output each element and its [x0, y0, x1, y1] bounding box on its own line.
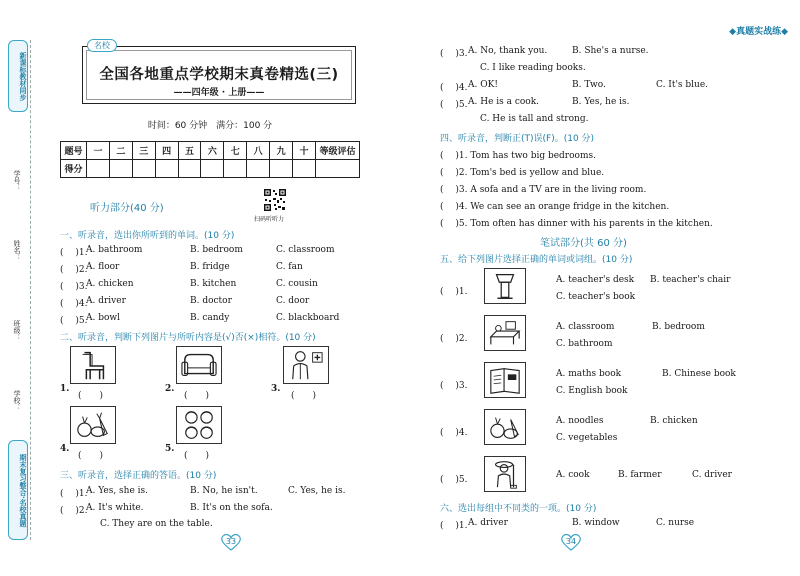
answer-blank[interactable]: ( )4. [440, 83, 468, 93]
option-b: B. Chinese book [662, 369, 736, 379]
option-a: A. cook [556, 470, 590, 480]
option-b: B. kitchen [190, 279, 237, 289]
answer-blank[interactable]: ( )2. [440, 334, 468, 344]
score-header-cell: 六 [201, 142, 224, 160]
answer-blank[interactable]: ( )5. [440, 475, 468, 485]
family-picture [176, 406, 222, 444]
side-label-student-id: 学号： [13, 170, 21, 191]
answer-blank[interactable]: ( )3. [440, 381, 468, 391]
score-header-cell: 十 [293, 142, 316, 160]
score-header-cell: 一 [87, 142, 110, 160]
option-b: B. She's a nurse. [572, 46, 649, 56]
vegetables-picture [484, 409, 526, 445]
option-a: A. floor [86, 262, 120, 272]
option-b: B. window [572, 518, 620, 528]
sofa-picture [176, 346, 222, 384]
side-label-school: 学校： [13, 390, 21, 411]
tf-statement[interactable]: ( )3. A sofa and a TV are in the living room. [440, 185, 647, 195]
tf-statement[interactable]: ( )4. We can see an orange fridge in the kitchen. [440, 202, 670, 212]
score-cell[interactable] [293, 160, 316, 178]
answer-blank[interactable]: ( )5. [60, 316, 88, 326]
page-subtitle: ——四年级 · 上册—— [173, 88, 265, 98]
option-b: B. Yes, he is. [572, 97, 630, 107]
option-c: C. bathroom [556, 339, 613, 349]
option-c: C. I like reading books. [480, 63, 586, 73]
section-4-title: 四、听录音，判断正(T)误(F)。(10 分) [440, 134, 595, 144]
answer-blank[interactable]: ( )5. [440, 100, 468, 110]
vegetables-picture [70, 406, 116, 444]
title-tag: 名校 [87, 39, 117, 52]
answer-blank[interactable]: ( ) [291, 391, 317, 401]
side-box-bottom: 期末复习整合·名校真题 [8, 440, 28, 540]
tf-statement[interactable]: ( )5. Tom often has dinner with his parents in the kitchen. [440, 219, 713, 229]
doctor-picture [283, 346, 329, 384]
bedroom-picture [484, 315, 526, 351]
option-a: A. bowl [86, 313, 120, 323]
score-table-header [61, 142, 360, 160]
option-c: C. They are on the table. [100, 519, 213, 529]
option-a: A. He is a cook. [468, 97, 540, 107]
option-a: A. maths book [556, 369, 622, 379]
picture-number: 4. [60, 444, 70, 454]
score-header-cell: 四 [155, 142, 178, 160]
score-header-cell: 八 [247, 142, 270, 160]
answer-blank[interactable]: ( )1. [440, 287, 468, 297]
qr-caption: 扫码听听力 [254, 216, 285, 223]
option-c: C. He is tall and strong. [480, 114, 589, 124]
score-cell[interactable] [201, 160, 224, 178]
section-3-title: 三、听录音，选择正确的答语。(10 分) [60, 471, 217, 481]
option-b: B. farmer [618, 470, 662, 480]
binding-line [30, 40, 31, 540]
option-b: B. fridge [190, 262, 230, 272]
option-a: A. Yes, she is. [86, 486, 149, 496]
option-a: A. OK! [468, 80, 498, 90]
side-label-name: 姓名： [13, 240, 21, 261]
corner-tag: ◆真题实战练◆ [729, 27, 788, 37]
option-b: B. teacher's chair [650, 275, 731, 285]
option-b: B. No, he isn't. [190, 486, 258, 496]
answer-blank[interactable]: ( )2. [60, 506, 88, 516]
option-a: A. driver [86, 296, 126, 306]
writing-heading: 笔试部分(共 60 分) [540, 238, 627, 249]
option-b: B. bedroom [190, 245, 243, 255]
side-strip [8, 40, 28, 540]
option-c: C. door [276, 296, 310, 306]
answer-blank[interactable]: ( ) [78, 391, 104, 401]
option-b: B. bedroom [652, 322, 705, 332]
option-c: C. fan [276, 262, 303, 272]
option-c: C. English book [556, 386, 628, 396]
page-title: 全国各地重点学校期末真卷精选(三) [99, 67, 339, 83]
option-c: C. driver [692, 470, 732, 480]
answer-blank[interactable]: ( ) [184, 451, 210, 461]
page-number-right [560, 533, 582, 551]
option-c: C. classroom [276, 245, 335, 255]
option-c: C. vegetables [556, 433, 618, 443]
page-number-right-text: 34 [565, 537, 577, 546]
listening-heading: 听力部分(40 分) [90, 203, 164, 214]
maths-book-picture [484, 362, 526, 398]
score-cell[interactable] [155, 160, 178, 178]
answer-blank[interactable]: ( ) [184, 391, 210, 401]
tf-statement[interactable]: ( )2. Tom's bed is yellow and blue. [440, 168, 605, 178]
answer-blank[interactable]: ( )4. [440, 428, 468, 438]
option-a: A. noodles [556, 416, 604, 426]
score-cell[interactable] [316, 160, 360, 178]
time-and-score: 时间：60 分钟 满分：100 分 [147, 121, 273, 131]
page-number-left [220, 533, 242, 551]
option-a: A. teacher's desk [556, 275, 635, 285]
side-label-class: 班级： [13, 320, 21, 341]
chair-picture [70, 346, 116, 384]
score-header-cell: 二 [109, 142, 132, 160]
option-c: C. cousin [276, 279, 318, 289]
score-header-cell: 题号 [61, 142, 87, 160]
option-c: C. blackboard [276, 313, 340, 323]
title-banner [82, 41, 356, 104]
qr-code-icon[interactable] [263, 188, 287, 212]
score-cell[interactable] [224, 160, 247, 178]
side-box-top: 新课标教材同步 [8, 40, 28, 112]
option-c: C. nurse [656, 518, 695, 528]
answer-blank[interactable]: ( )2. [60, 265, 88, 275]
score-header-cell: 等级评估 [316, 142, 360, 160]
teacher-desk-picture [484, 268, 526, 304]
right-page [400, 0, 800, 576]
answer-blank[interactable]: ( )1. [60, 489, 88, 499]
score-table [60, 141, 360, 178]
option-b: B. It's on the sofa. [190, 503, 273, 513]
answer-blank[interactable]: ( ) [78, 451, 104, 461]
answer-blank[interactable]: ( )1. [60, 248, 88, 258]
score-cell[interactable] [132, 160, 155, 178]
picture-number: 2. [165, 384, 175, 394]
score-cell[interactable] [109, 160, 132, 178]
picture-number: 5. [165, 444, 175, 454]
section-1-title: 一、听录音，选出你所听到的单词。(10 分) [60, 231, 235, 241]
option-c: C. It's blue. [656, 80, 709, 90]
option-a: A. chicken [86, 279, 134, 289]
option-b: B. doctor [190, 296, 232, 306]
answer-blank[interactable]: ( )3. [440, 49, 468, 59]
page-number-left-text: 33 [225, 537, 237, 546]
section-2-title: 二、听录音，判断下列图片与所听内容是(√)否(×)相符。(10 分) [60, 333, 316, 343]
option-c: C. teacher's book [556, 292, 636, 302]
score-cell[interactable] [178, 160, 201, 178]
section-5-title: 五、给下列图片选择正确的单词或词组。(10 分) [440, 255, 633, 265]
option-a: A. driver [468, 518, 508, 528]
option-b: B. candy [190, 313, 230, 323]
picture-number: 1. [60, 384, 70, 394]
answer-blank[interactable]: ( )1. [440, 521, 468, 531]
option-a: A. It's white. [86, 503, 144, 513]
score-header-cell: 三 [132, 142, 155, 160]
answer-blank[interactable]: ( )4. [60, 299, 88, 309]
score-header-cell: 九 [270, 142, 293, 160]
option-b: B. chicken [650, 416, 698, 426]
option-a: A. No, thank you. [468, 46, 548, 56]
picture-number: 3. [271, 384, 281, 394]
score-cell[interactable] [247, 160, 270, 178]
score-cell[interactable] [87, 160, 110, 178]
option-a: A. classroom [556, 322, 615, 332]
score-header-cell: 五 [178, 142, 201, 160]
option-b: B. Two. [572, 80, 606, 90]
tf-statement[interactable]: ( )1. Tom has two big bedrooms. [440, 151, 596, 161]
farmer-picture [484, 456, 526, 492]
option-c: C. Yes, he is. [288, 486, 346, 496]
answer-blank[interactable]: ( )3. [60, 282, 88, 292]
option-a: A. bathroom [86, 245, 143, 255]
score-row-label: 得分 [61, 160, 87, 178]
score-table-row [61, 160, 360, 178]
score-cell[interactable] [270, 160, 293, 178]
section-6-title: 六、选出每组中不同类的一项。(10 分) [440, 504, 597, 514]
score-header-cell: 七 [224, 142, 247, 160]
